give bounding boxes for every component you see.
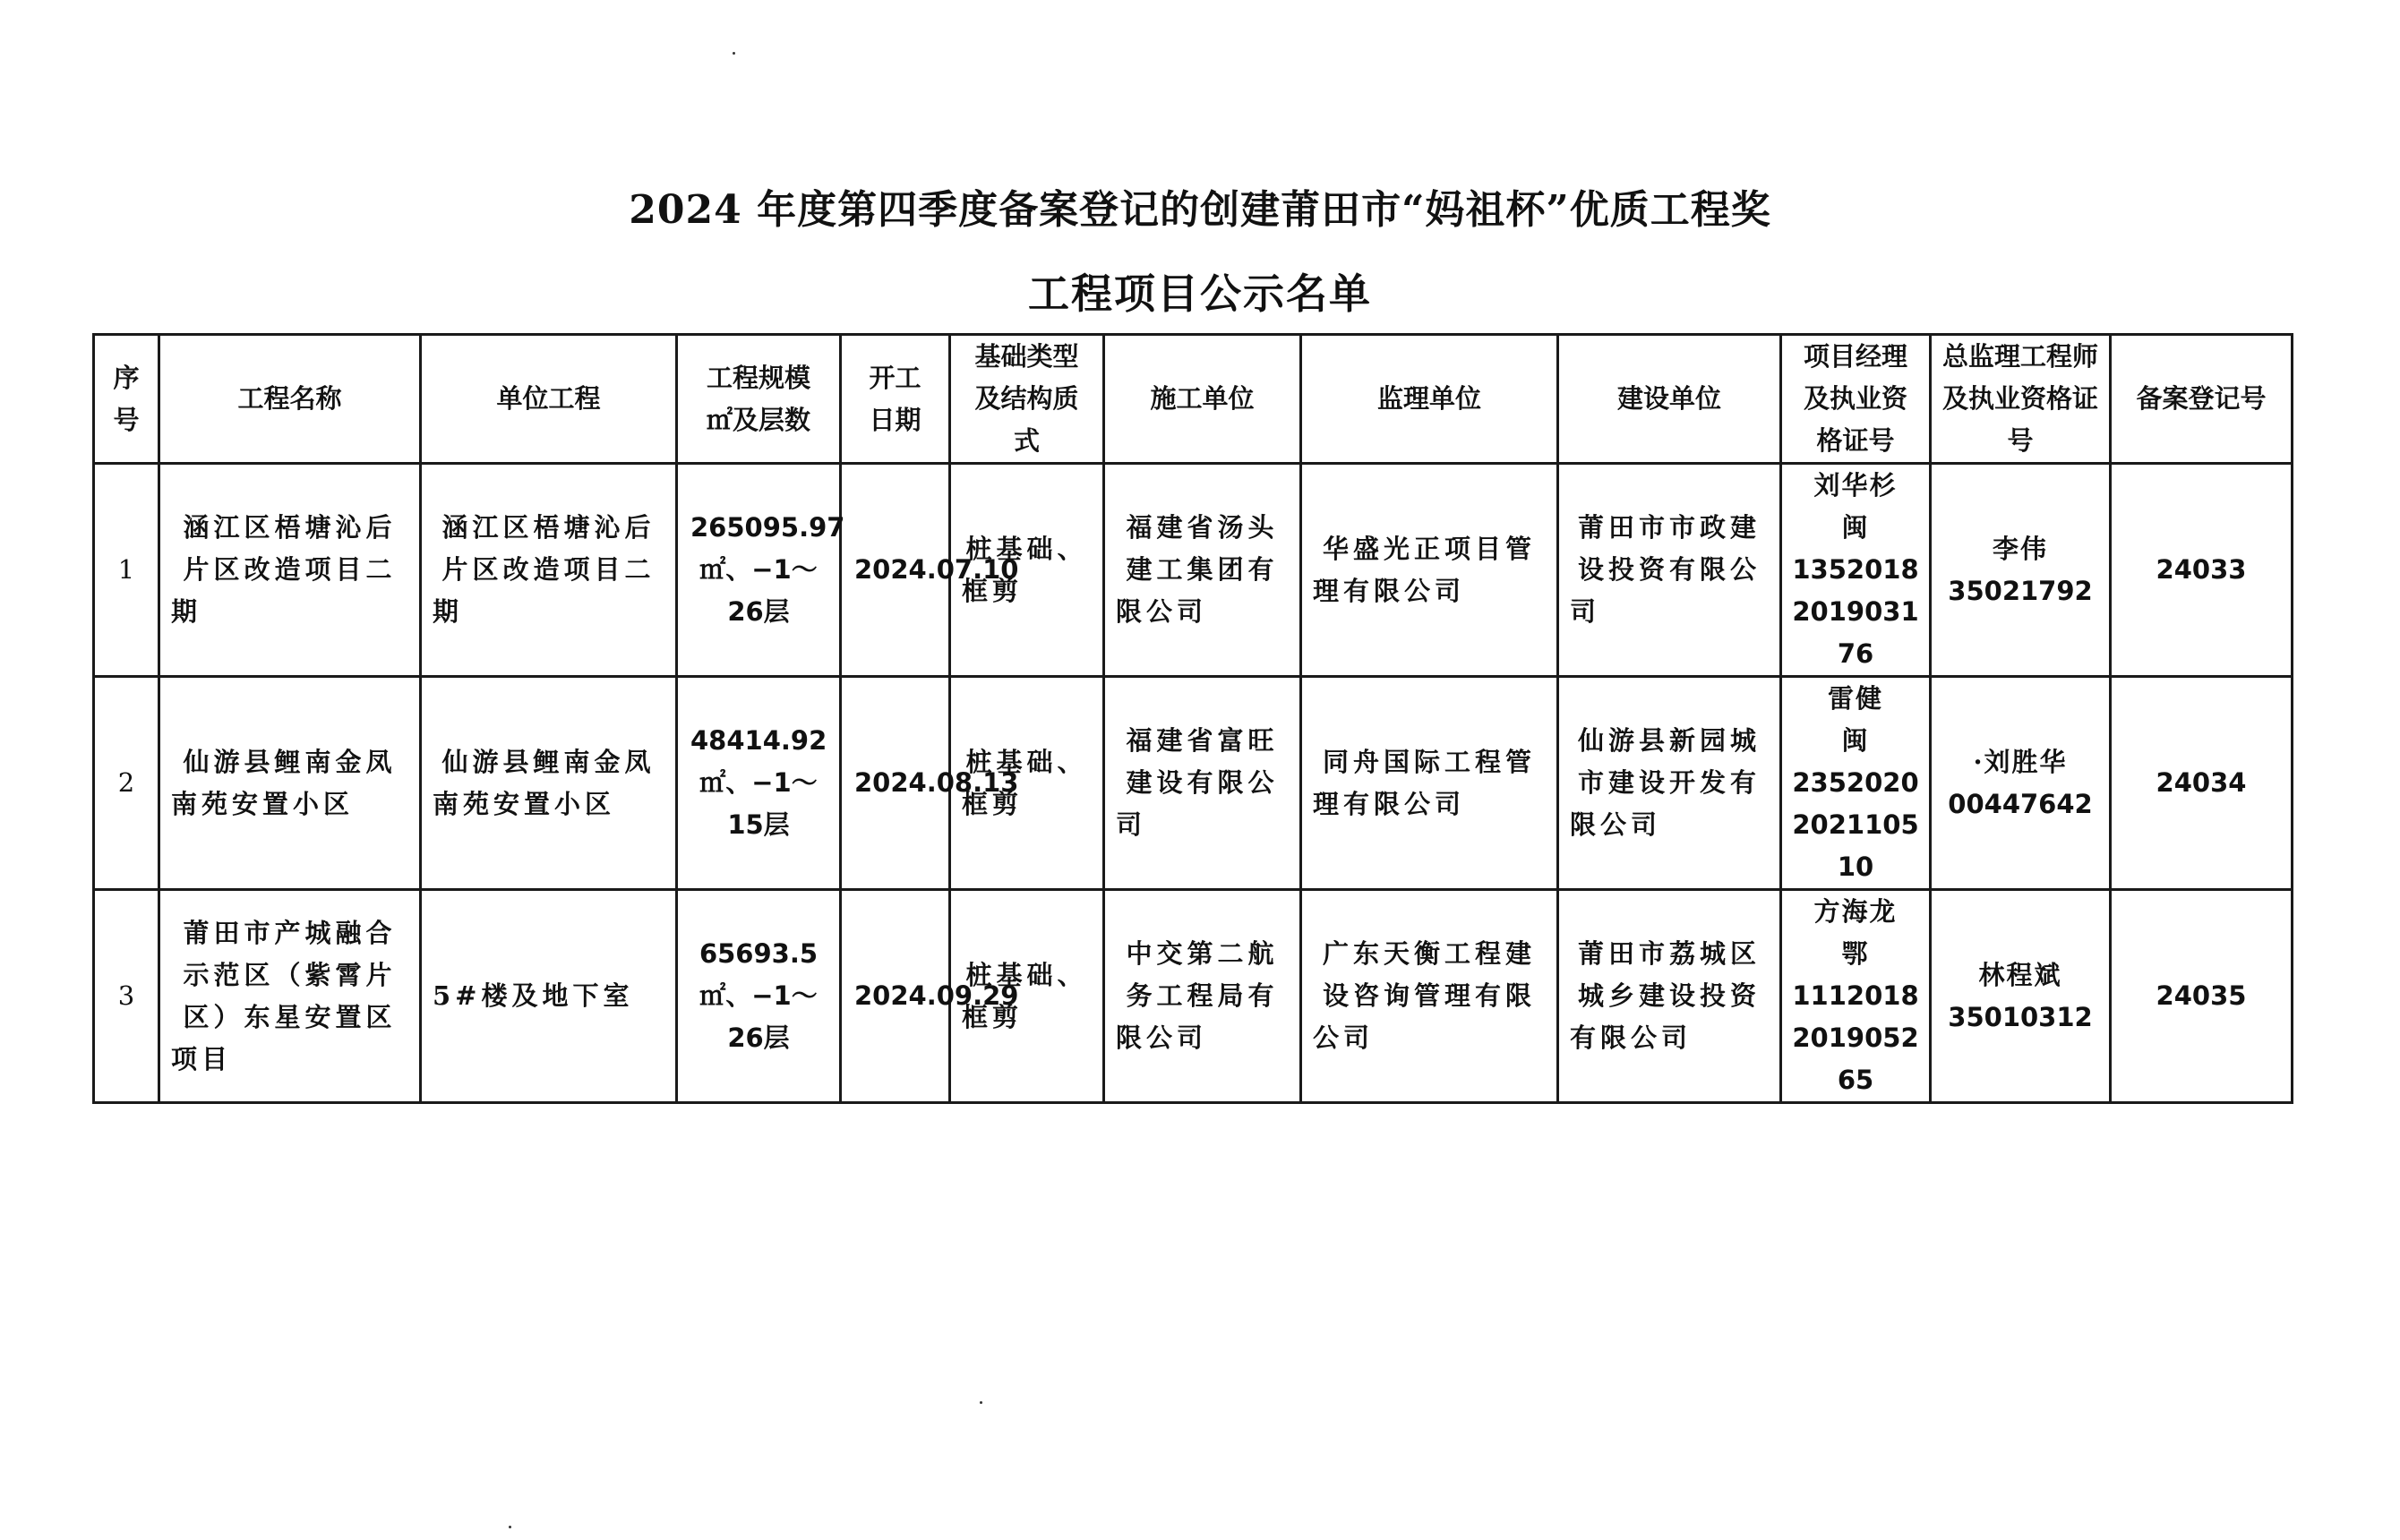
cert-region: 闽 <box>1841 725 1870 756</box>
chief-supervisor-cert: 35021792 <box>1948 575 2093 606</box>
header-cell: 总监理工程师及执业资格证号 <box>1931 335 2111 464</box>
chief-supervisor-name: ·刘胜华 <box>1973 746 2068 777</box>
supervisor-cell: 华盛光正项目管理有限公司 <box>1301 464 1558 677</box>
scan-speck <box>509 1526 511 1528</box>
cert-region: 闽 <box>1841 512 1870 543</box>
chief-supervisor-name: 李伟 <box>1992 533 2048 564</box>
scan-speck <box>733 52 735 55</box>
contractor-cell: 中交第二航务工程局有限公司 <box>1104 890 1301 1103</box>
unit-project-cell: 5#楼及地下室 <box>421 890 677 1103</box>
chief-supervisor-cell <box>1931 464 2111 677</box>
header-cell: 项目经理及执业资格证号 <box>1781 335 1931 464</box>
seq-cell: 1 <box>94 464 159 677</box>
chief-supervisor-cell <box>1931 677 2111 890</box>
scale-cell: 48414.92㎡、−1～15层 <box>677 677 841 890</box>
header-cell: 监理单位 <box>1301 335 1558 464</box>
table-row <box>94 464 2293 677</box>
project-name-cell: 涵江区梧塘沁后片区改造项目二期 <box>159 464 421 677</box>
header-cell: 备案登记号 <box>2111 335 2293 464</box>
header-cell: 建设单位 <box>1558 335 1781 464</box>
project-manager-name: 刘华杉 <box>1813 470 1898 500</box>
project-manager-cert: 2352020202110510 <box>1792 767 1919 882</box>
owner-cell: 仙游县新园城市建设开发有限公司 <box>1558 677 1781 890</box>
scan-speck <box>980 1401 982 1404</box>
structure-cell: 桩基础、框剪 <box>950 464 1104 677</box>
project-table <box>92 333 2293 1104</box>
table-row <box>94 890 2293 1103</box>
project-manager-name: 雷健 <box>1827 683 1883 714</box>
scale-cell: 65693.5㎡、−1～26层 <box>677 890 841 1103</box>
start-date-cell: 2024.09.29 <box>841 890 950 1103</box>
record-number-cell: 24035 <box>2111 890 2293 1103</box>
start-date-cell: 2024.07.10 <box>841 464 950 677</box>
project-name-cell: 莆田市产城融合示范区（紫霄片区）东星安置区项目 <box>159 890 421 1103</box>
project-manager-cell <box>1781 677 1931 890</box>
seq-cell: 3 <box>94 890 159 1103</box>
chief-supervisor-name: 林程斌 <box>1978 959 2062 990</box>
table-header-row <box>94 335 2293 464</box>
owner-cell: 莆田市市政建设投资有限公司 <box>1558 464 1781 677</box>
chief-supervisor-cell <box>1931 890 2111 1103</box>
record-number-cell: 24033 <box>2111 464 2293 677</box>
project-manager-cert: 1112018201905265 <box>1792 980 1919 1095</box>
structure-cell: 桩基础、框剪 <box>950 890 1104 1103</box>
table-row <box>94 677 2293 890</box>
seq-cell: 2 <box>94 677 159 890</box>
supervisor-cell: 广东天衡工程建设咨询管理有限公司 <box>1301 890 1558 1103</box>
owner-cell: 莆田市荔城区城乡建设投资有限公司 <box>1558 890 1781 1103</box>
cert-region: 鄂 <box>1841 938 1870 969</box>
unit-project-cell: 仙游县鲤南金凤南苑安置小区 <box>421 677 677 890</box>
header-cell: 工程名称 <box>159 335 421 464</box>
header-cell: 施工单位 <box>1104 335 1301 464</box>
document-title: 2024 年度第四季度备案登记的创建莆田市“妈祖杯”优质工程奖 <box>629 187 1771 233</box>
record-number-cell: 24034 <box>2111 677 2293 890</box>
project-manager-cell <box>1781 464 1931 677</box>
start-date-cell: 2024.08.13 <box>841 677 950 890</box>
document-subtitle: 工程项目公示名单 <box>1028 270 1372 318</box>
contractor-cell: 福建省富旺建设有限公司 <box>1104 677 1301 890</box>
structure-cell: 桩基础、框剪 <box>950 677 1104 890</box>
header-cell: 单位工程 <box>421 335 677 464</box>
project-manager-cert: 1352018201903176 <box>1792 554 1919 669</box>
chief-supervisor-cert: 35010312 <box>1948 1001 2093 1032</box>
header-cell: 工程规模㎡及层数 <box>677 335 841 464</box>
project-manager-name: 方海龙 <box>1813 896 1898 927</box>
project-manager-cell <box>1781 890 1931 1103</box>
contractor-cell: 福建省汤头建工集团有限公司 <box>1104 464 1301 677</box>
scale-cell: 265095.97㎡、−1～26层 <box>677 464 841 677</box>
project-name-cell: 仙游县鲤南金凤南苑安置小区 <box>159 677 421 890</box>
chief-supervisor-cert: 00447642 <box>1948 788 2093 819</box>
header-cell: 基础类型及结构质式 <box>950 335 1104 464</box>
supervisor-cell: 同舟国际工程管理有限公司 <box>1301 677 1558 890</box>
header-cell: 序号 <box>94 335 159 464</box>
header-cell: 开工日期 <box>841 335 950 464</box>
unit-project-cell: 涵江区梧塘沁后片区改造项目二期 <box>421 464 677 677</box>
